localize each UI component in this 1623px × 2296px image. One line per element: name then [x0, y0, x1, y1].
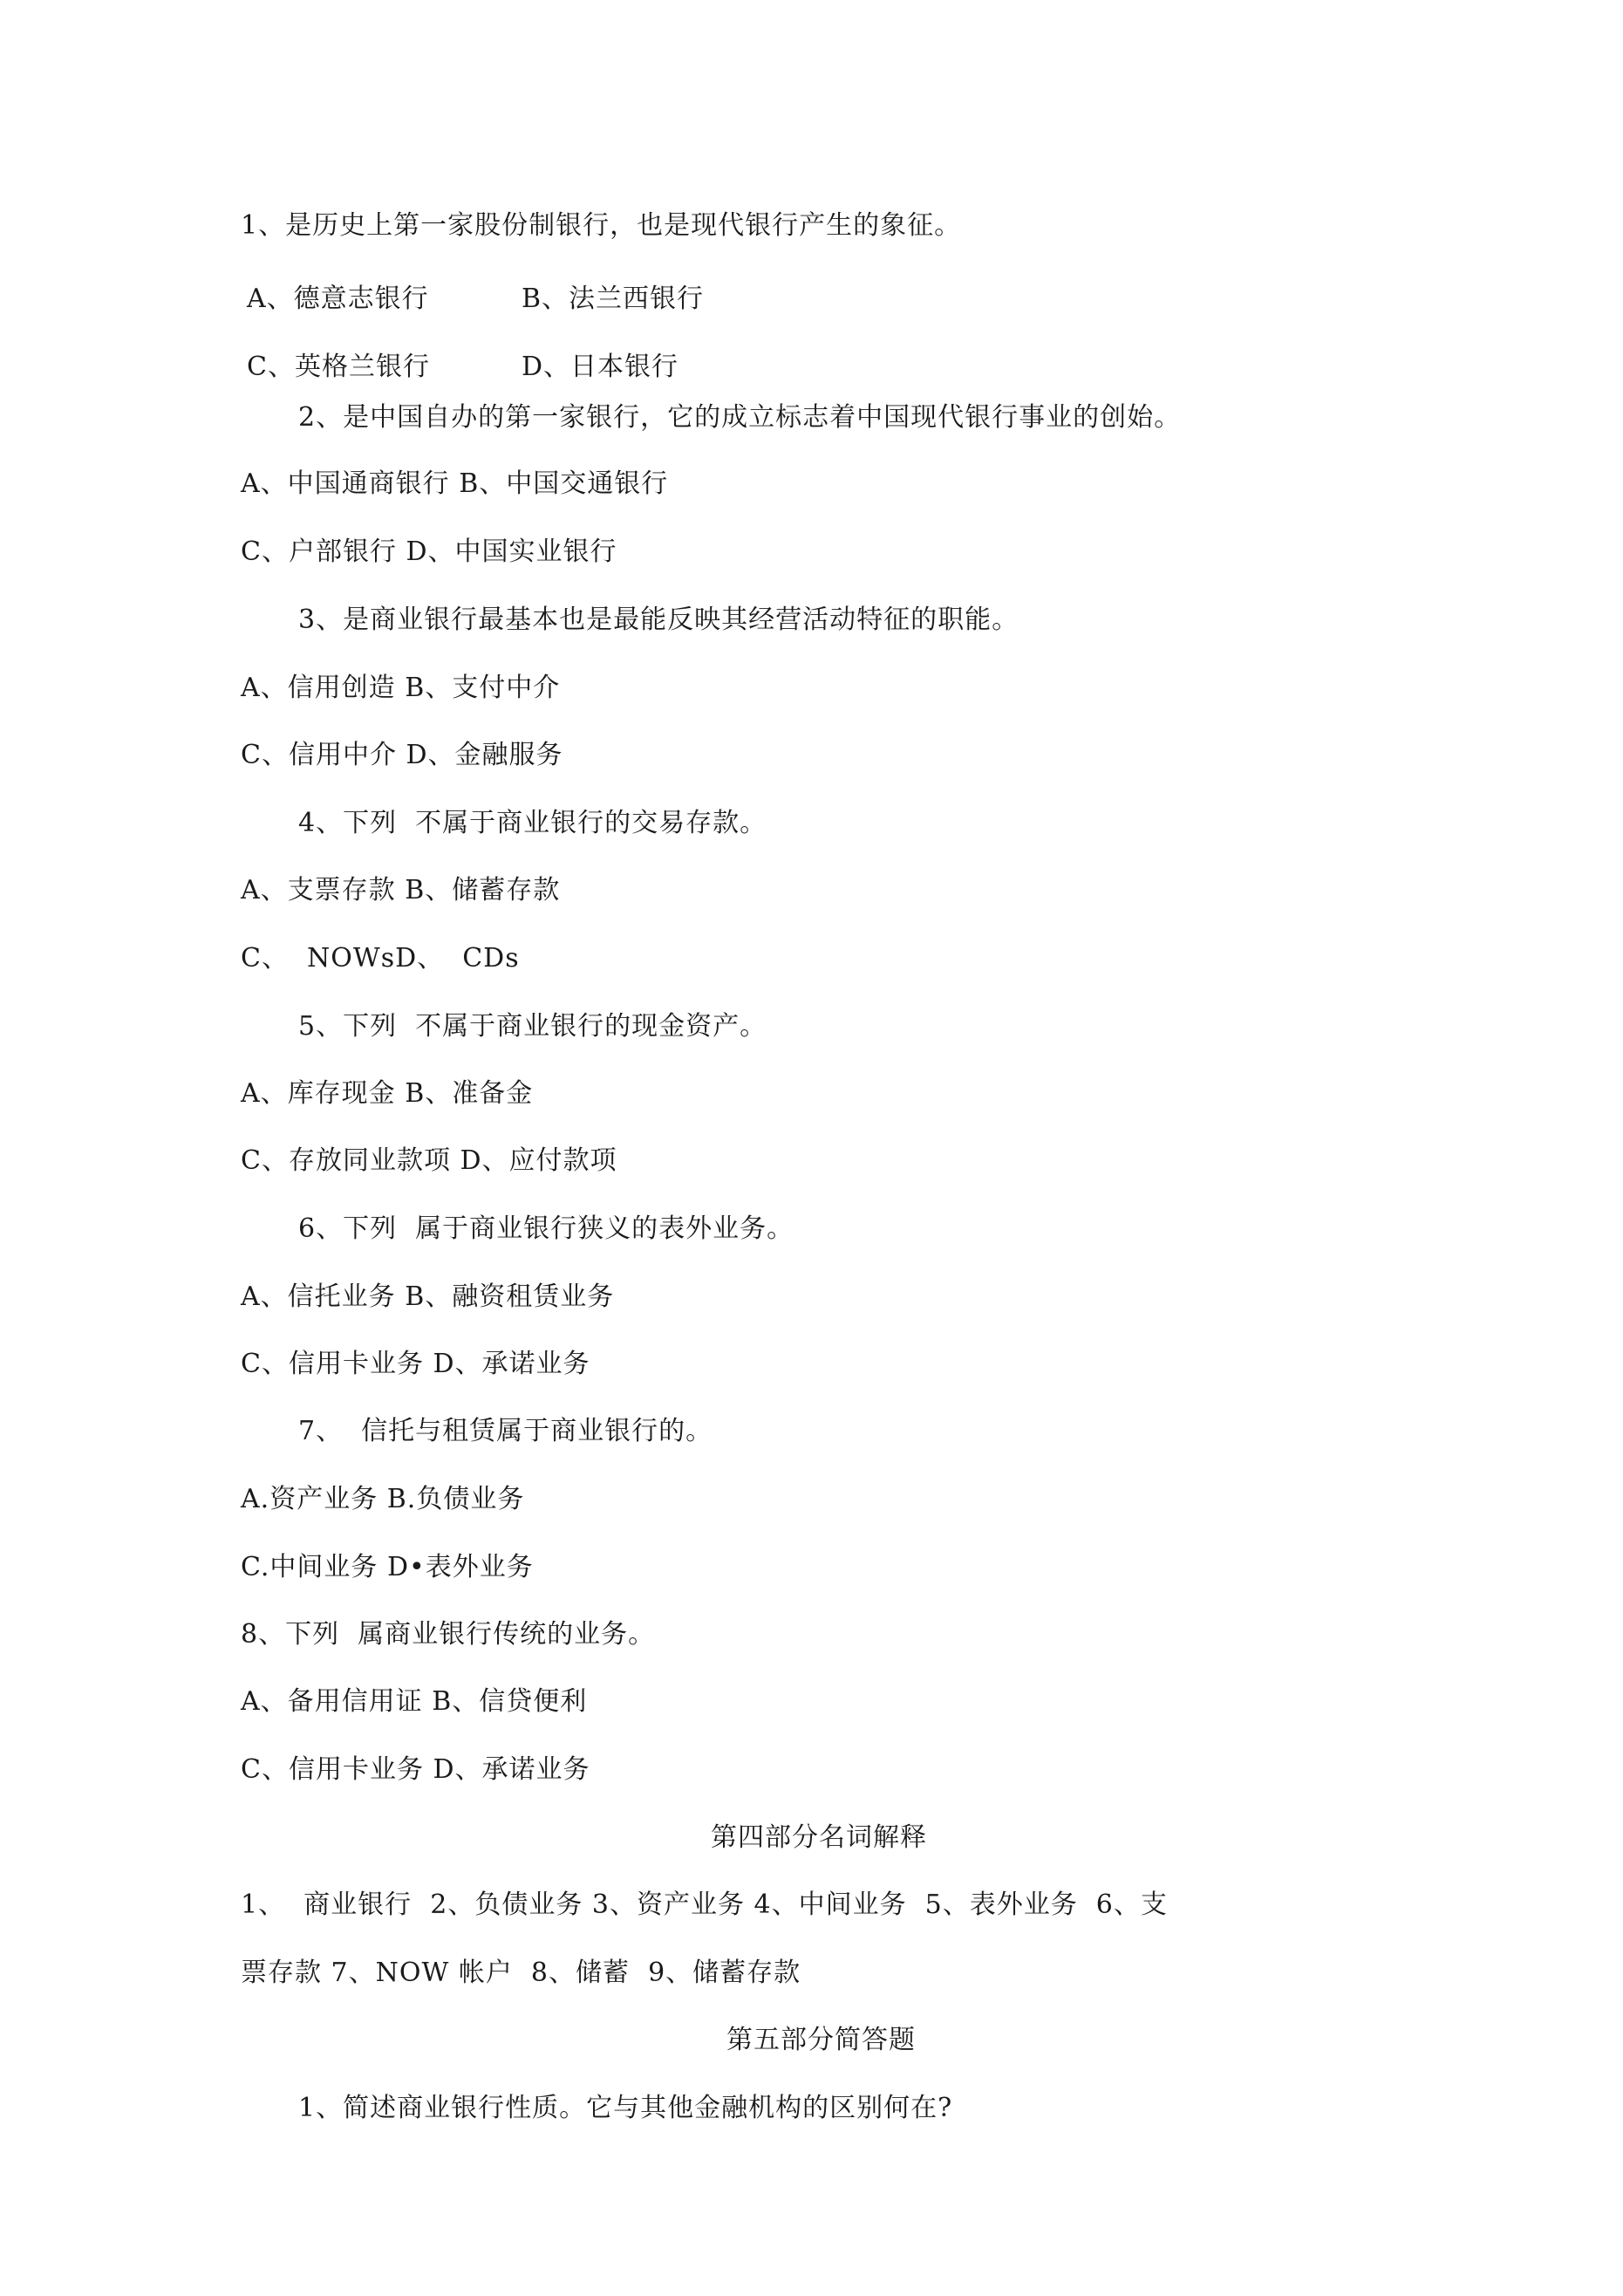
- question-1-option-d: D、日本银行: [522, 352, 679, 382]
- part-5-heading: 第五部分简答题: [726, 2025, 916, 2055]
- question-3-options-line-2: C、信用中介 D、金融服务: [241, 740, 563, 770]
- question-3-options-line-1: A、信用创造 B、支付中介: [241, 673, 561, 703]
- question-5-options-line-1: A、库存现金 B、准备金: [241, 1078, 534, 1109]
- question-2-options-line-1: A、中国通商银行 B、中国交通银行: [241, 468, 669, 499]
- part-5-question-1: 1、简述商业银行性质。它与其他金融机构的区别何在?: [298, 2093, 953, 2123]
- question-8-options-line-1: A、备用信用证 B、信贷便利: [241, 1686, 588, 1717]
- question-8-stem: 8、下列 属商业银行传统的业务。: [241, 1619, 656, 1650]
- question-5-options-line-2: C、存放同业款项 D、应付款项: [241, 1145, 617, 1176]
- question-3-stem: 3、是商业银行最基本也是最能反映其经营活动特征的职能。: [298, 605, 1019, 635]
- question-4-options-line-2: C、 NOWsD、 CDs: [241, 943, 520, 974]
- question-4-stem: 4、下列 不属于商业银行的交易存款。: [298, 808, 767, 838]
- question-1-option-b: B、法兰西银行: [522, 284, 705, 314]
- question-1-option-c: C、英格兰银行: [247, 352, 430, 382]
- question-2-options-line-2: C、户部银行 D、中国实业银行: [241, 536, 617, 567]
- question-1-stem: 1、是历史上第一家股份制银行，也是现代银行产生的象征。: [241, 210, 962, 241]
- question-1-option-a: A、德意志银行: [247, 284, 429, 314]
- question-7-options-line-1: A.资产业务 B.负债业务: [241, 1484, 525, 1514]
- question-7-options-line-2: C.中间业务 D•表外业务: [241, 1552, 534, 1582]
- question-2-stem: 2、是中国自办的第一家银行，它的成立标志着中国现代银行事业的创始。: [298, 402, 1182, 433]
- part-4-terms-line-2: 票存款 7、NOW 帐户 8、储蓄 9、储蓄存款: [241, 1958, 801, 1988]
- question-7-stem: 7、 信托与租赁属于商业银行的。: [298, 1416, 713, 1446]
- part-4-terms-line-1: 1、 商业银行 2、负债业务 3、资产业务 4、中间业务 5、表外业务 6、支: [241, 1889, 1168, 1920]
- part-4-heading: 第四部分名词解释: [711, 1822, 927, 1853]
- question-6-stem: 6、下列 属于商业银行狭义的表外业务。: [298, 1213, 794, 1244]
- question-4-options-line-1: A、支票存款 B、储蓄存款: [241, 875, 561, 905]
- question-6-options-line-2: C、信用卡业务 D、承诺业务: [241, 1349, 590, 1379]
- question-8-options-line-2: C、信用卡业务 D、承诺业务: [241, 1754, 590, 1785]
- question-5-stem: 5、下列 不属于商业银行的现金资产。: [298, 1011, 767, 1042]
- question-6-options-line-1: A、信托业务 B、融资租赁业务: [241, 1281, 615, 1312]
